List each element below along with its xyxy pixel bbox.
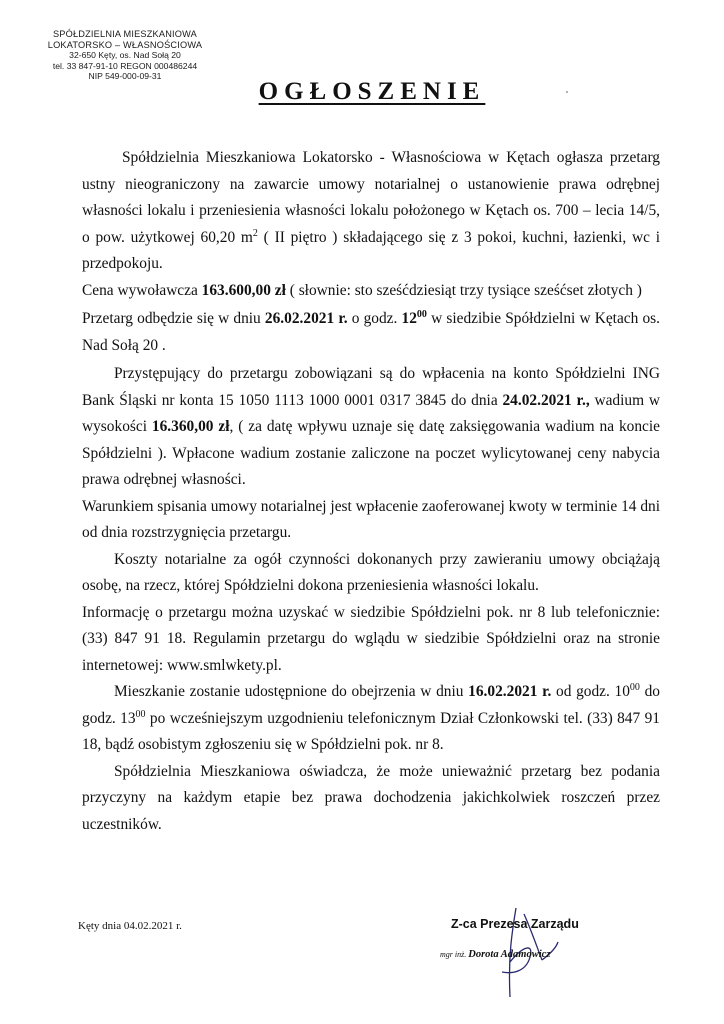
- price-amount: 163.600,00 zł: [201, 281, 286, 299]
- signatory-name: [440, 949, 550, 960]
- paragraph-viewing: [82, 679, 660, 759]
- viewing-hour-to: 13: [120, 709, 136, 727]
- document-title: OGŁOSZENIE: [258, 78, 486, 105]
- paragraph-notary-costs: Koszty notarialne za ogół czynności dokonanych przy zawieraniu umowy obciążają osobę, na rzecz, której Spółdzielni dokona przeniesienia własności lokalu.: [82, 550, 660, 594]
- viewing-pre: Mieszkanie zostanie udostępnione do obejrzenia w dniu: [114, 683, 469, 700]
- announcement-body: [82, 145, 660, 838]
- auction-date: 26.02.2021 r.: [264, 310, 348, 327]
- stamp-line-4: tel. 33 847-91-10 REGON 000486244: [52, 60, 198, 71]
- stamp-line-1: SPÓŁDZIELNIA MIESZKANIOWA: [52, 29, 198, 39]
- auction-hour: 12: [401, 310, 417, 327]
- paragraph-auction-date: [82, 306, 660, 359]
- stamp-line-5: NIP 549-000-09-31: [88, 71, 162, 82]
- deposit-tail: , ( za datę wpływu uznaje się datę zaksięgowania wadium na koncie Spółdzielni ). Wpłacone wadium zostanie zaliczone na poczet wylicytowanej ceny nabycia prawa odrębnej własności.: [82, 418, 660, 488]
- viewing-tail: po wcześniejszym uzgodnieniu telefonicznym Dział Członkowski tel. (33) 847 91 18, bądź osobistym zgłoszeniu się w Spółdzielni pok. nr 8.: [82, 709, 660, 753]
- deposit-mid: wadium w wysokości: [82, 391, 660, 435]
- auction-tail: w siedzibie Spółdzielni w Kętach os. Nad Sołą 20 .: [82, 310, 661, 354]
- deposit-date: 24.02.2021 r.,: [502, 391, 590, 409]
- paragraph-offer: [82, 145, 660, 278]
- signatory-title: Z-ca Prezesa Zarządu: [451, 917, 579, 931]
- paragraph-deposit: [82, 361, 660, 494]
- viewing-mid: od godz.: [551, 683, 615, 700]
- price-label: Cena wywoławcza: [82, 281, 202, 299]
- offer-text: Spółdzielnia Mieszkaniowa Lokatorsko - Własnościowa w Kętach ogłasza przetarg ustny nieograniczony na zawarcie umowy notarialnej o ustanowienie prawa odrębnej własności lokalu i przeniesienia własności lokalu położonego w Kętach os. 700 – lecia 14/5, o pow. użytkowej 60,20 m: [82, 149, 660, 246]
- deposit-pre: Przystępujący do przetargu zobowiązani są do wpłacenia na konto Spółdzielni ING Bank Śląski nr konta 15 1050 1113 1000 0001 0317 3845 do dnia: [82, 365, 660, 409]
- paragraph-information: Informację o przetargu można uzyskać w siedzibie Spółdzielni pok. nr 8 lub telefonicznie: (33) 847 91 18. Regulamin przetargu do wglądu w siedzibie Spółdzielni oraz na stronie internetowej: www.smlwkety.pl.: [82, 603, 660, 674]
- paragraph-contract-condition: Warunkiem spisania umowy notarialnej jest wpłacenie zaoferowanej kwoty w terminie 14 dni od dnia rozstrzygnięcia przetargu.: [82, 497, 660, 541]
- signatory-fullname: Dorota Adamowicz: [468, 949, 551, 960]
- deposit-amount: 16.360,00 zł: [151, 418, 230, 435]
- stamp-line-3: 32-650 Kęty, os. Nad Sołą 20: [69, 50, 181, 61]
- viewing-hour-from: 10: [614, 683, 630, 700]
- viewing-hour-from-sup: 00: [629, 682, 640, 693]
- viewing-hour-to-sup: 00: [135, 708, 146, 720]
- auction-hour-sup: 00: [416, 309, 427, 320]
- cooperative-stamp: [20, 29, 230, 82]
- stamp-line-2: LOKATORSKO – WŁASNOŚCIOWA: [47, 39, 203, 50]
- auction-pre: Przetarg odbędzie się w dniu: [82, 310, 265, 327]
- document-date: Kęty dnia 04.02.2021 r.: [78, 920, 182, 932]
- paragraph-annulment: Spółdzielnia Mieszkaniowa oświadcza, że może unieważnić przetarg bez podania przyczyny na każdym etapie bez prawa dochodzenia jakichkolwiek roszczeń przez uczestników.: [82, 762, 660, 833]
- viewing-mid2: do godz.: [82, 683, 660, 727]
- price-tail: ( słownie: sto sześćdziesiąt trzy tysiące sześćset złotych ): [285, 281, 642, 299]
- viewing-date: 16.02.2021 r.: [468, 683, 552, 700]
- offer-sup: 2: [252, 227, 258, 239]
- paragraph-price: [82, 278, 660, 305]
- offer-tail: ( II piętro ) składającego się z 3 pokoi, kuchni, łazienki, wc i przedpokoju.: [82, 228, 660, 272]
- signatory-prefix: mgr inż.: [440, 950, 469, 959]
- auction-mid: o godz.: [347, 310, 402, 327]
